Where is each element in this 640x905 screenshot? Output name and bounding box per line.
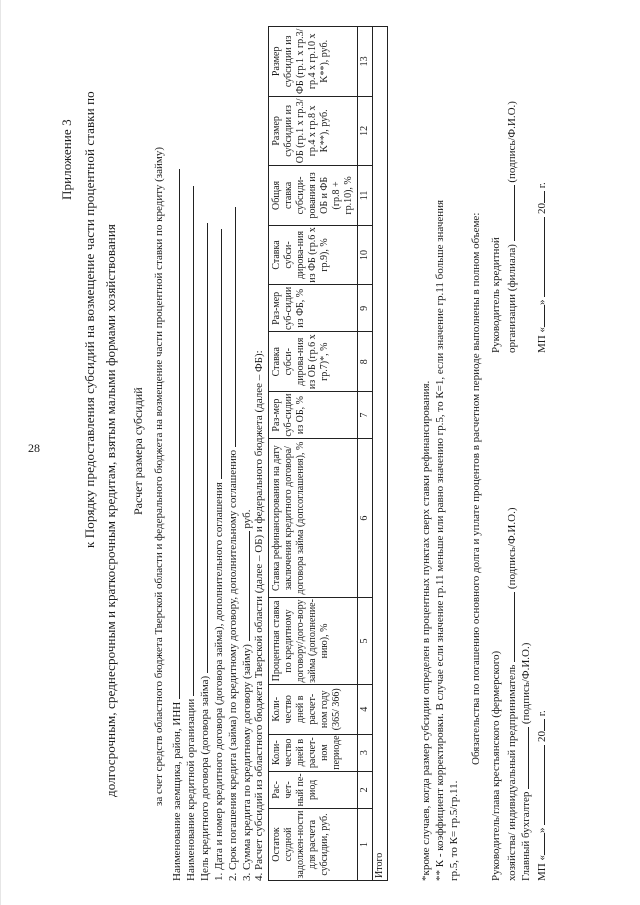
col-header: Остаток ссудной задолжен-ности для расчета субсидии, руб. (269, 809, 358, 881)
col-header: Общая ставка субсиди-рования из ОБ и ФБ (гр.8 + гр.10), % (269, 166, 358, 226)
col-header: Размер субсидии из ОБ (гр.1 х гр.3/гр.4 х гр.8 х K**), руб. (269, 96, 358, 166)
column-number: 13 (358, 27, 373, 97)
date-day-line (534, 833, 545, 855)
col-header: Ставка рефинансирования на дату заключения кредитного договора/договора займа (допсоглашения), % (269, 439, 358, 598)
field-item2-label: 2. Срок погашения кредита (займа) по кредитному договору, дополнительному соглашению (227, 449, 239, 881)
col-header: Коли-чество дней в расчет-ном году (365/ 366) (269, 684, 358, 734)
footnote-3: гр.5, то К= гр.5/гр.11. (448, 780, 460, 881)
field-item2 (225, 207, 239, 881)
subsidy-table (268, 26, 388, 881)
column-number: 6 (358, 439, 373, 598)
field-item3-line (239, 531, 250, 641)
column-number: 11 (358, 166, 373, 226)
column-number: 9 (358, 285, 373, 332)
column-number: 3 (358, 734, 373, 771)
field-borrower-line (169, 169, 180, 699)
col-header: Раз-мер суб-сидии из ФБ, % (269, 285, 358, 332)
date-year: 20 (536, 203, 548, 215)
col-header: Ставка субси-дирова-ния из ФБ (гр.6 х гр.9), % (269, 225, 358, 285)
head-signature-caption: (подпись/Ф.И.О.) (506, 507, 518, 590)
date-day-line (534, 305, 545, 327)
field-credit-org-label: Наименование кредитной организации (185, 698, 197, 881)
column-number-row (358, 27, 373, 881)
title-line-2: долгосрочным, среднесрочным и краткосрочным кредитам, взятым малыми формами хозяйствования (103, 223, 118, 797)
column-number: 10 (358, 225, 373, 285)
field-item3-unit: руб. (241, 509, 253, 529)
column-number: 12 (358, 96, 373, 166)
field-borrower-label: Наименование заемщика, район, ИНН (171, 701, 183, 881)
date-prefix: МП « (536, 327, 548, 353)
date-suffix: г. (536, 182, 548, 189)
bank-signature-line (504, 185, 515, 241)
date-year-line (534, 191, 545, 203)
field-purpose (197, 223, 211, 881)
column-number: 5 (358, 598, 373, 685)
bank-signature (504, 101, 518, 353)
date-mid: » (536, 299, 548, 306)
left-date-line (534, 710, 548, 881)
accountant-signature-line (518, 727, 529, 789)
column-number: 8 (358, 332, 373, 392)
head-line-1: Руководитель/глава крестьянского (фермерского) (490, 650, 502, 881)
column-number: 2 (358, 771, 373, 808)
field-item3 (239, 510, 253, 881)
date-year: 20 (536, 731, 548, 743)
field-item1-line (211, 229, 222, 479)
date-year-line (534, 719, 545, 731)
head-signature (504, 508, 518, 882)
col-header: Ставка субси-дирова-ния из ОБ (гр.6 х гр.7)*, % (269, 332, 358, 392)
total-row (373, 27, 388, 881)
date-suffix: г. (536, 710, 548, 717)
column-number: 1 (358, 809, 373, 881)
bank-signature-caption: (подпись/Ф.И.О.) (506, 101, 518, 183)
obligations-text: Обязательства по погашению основного долга и уплате процентов в расчетном периоде выполнены в полном объеме: (470, 212, 482, 765)
field-borrower (169, 169, 183, 881)
field-item4: 4. Расчет субсидий из областного бюджета Тверской области (далее – ОБ) и федерального бюджета (далее – ФБ): (253, 350, 265, 881)
field-item1 (211, 229, 225, 881)
date-month-line (534, 745, 545, 825)
field-credit-org (183, 186, 197, 881)
footnote-2: ** К - коэффициент корректировки. В случае если значение гр.11 меньше или равно значению гр.5, то К=1, если значение гр.11 больше значения (434, 199, 446, 881)
field-item1-label: 1. Дата и номер кредитного договора (договора займа), дополнительного соглашения (213, 482, 225, 881)
date-mid: » (536, 827, 548, 834)
table-header-row (269, 27, 358, 881)
accountant-signature (518, 643, 532, 881)
col-header: Раз-мер суб-сидии из ОБ, % (269, 392, 358, 439)
bank-line-1: Руководитель кредитной (490, 237, 502, 353)
date-prefix: МП « (536, 855, 548, 881)
field-purpose-line (197, 223, 208, 673)
col-header: Процентная ставка по кредитному договору/дого-вору займа (дополнение-нию), % (269, 598, 358, 685)
page-number: 28 (28, 441, 40, 455)
calc-subtitle: за счет средств областного бюджета Тверской области и федерального бюджета на возмещение части процентной ставки по кредиту (займу) (153, 146, 165, 806)
field-item3-label: 3. Сумма кредита по кредитному договору (займу) (241, 644, 253, 881)
field-item2-line (225, 207, 236, 447)
col-header: Размер субсидии из ФБ (гр.1 х гр.3/гр.4 х гр.10 х K**), руб. (269, 27, 358, 97)
col-header: Коли-чество дней в расчет-ном периоде (269, 734, 358, 771)
accountant-label: Главный бухгалтер (520, 791, 532, 881)
head-line-2: хозяйства/ индивидуальный предприниматель (506, 664, 518, 881)
title-line-1: к Порядку предоставления субсидий на возмещение части процентной ставки по (82, 91, 97, 548)
appendix-label: Приложение 3 (59, 119, 74, 200)
field-credit-org-line (183, 186, 194, 696)
bank-line-2: организации (филиала) (506, 244, 518, 353)
calc-title: Расчет размера субсидий (131, 387, 145, 515)
column-number: 4 (358, 684, 373, 734)
accountant-signature-caption: (подпись/Ф.И.О.) (520, 642, 532, 725)
head-signature-line (504, 592, 515, 662)
footnote-1: *кроме случаев, когда размер субсидии определен в процентных пунктах сверх ставки рефинансирования. (420, 380, 432, 881)
total-label: Итого (373, 27, 388, 881)
col-header: Рас-чет-ный пе-риод (269, 771, 358, 808)
field-purpose-label: Цель кредитного договора (договора займа) (199, 675, 211, 881)
column-number: 7 (358, 392, 373, 439)
date-month-line (534, 217, 545, 297)
right-date-line (534, 182, 548, 353)
